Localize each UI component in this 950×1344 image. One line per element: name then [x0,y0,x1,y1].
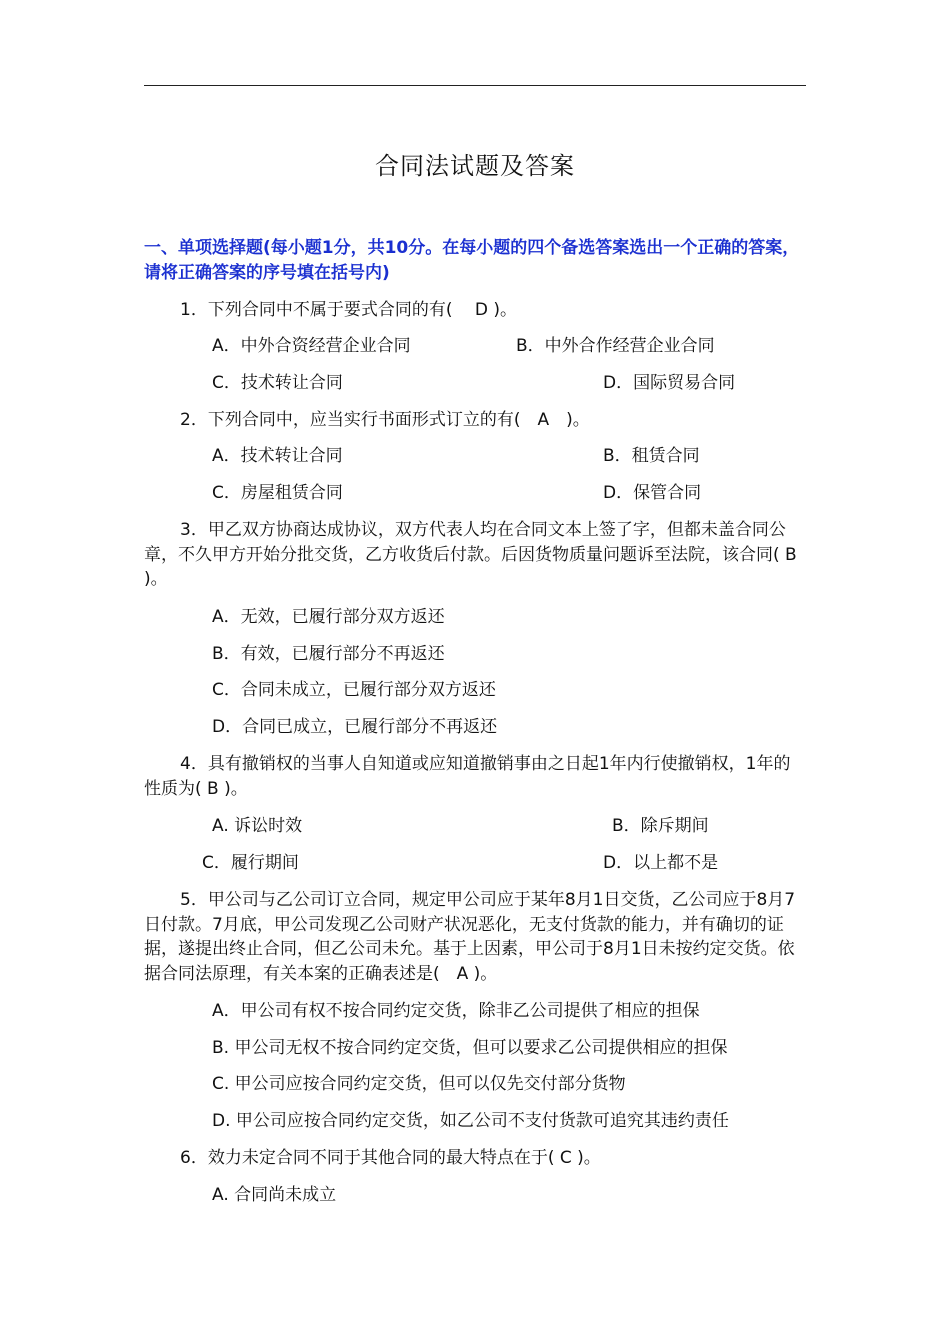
q1-option-b: B．中外合作经营企业合同 [516,336,715,356]
q1-option-c: C．技术转让合同 [212,373,343,393]
question-3: 3．甲乙双方协商达成协议，双方代表人均在合同文本上签了字，但都未盖合同公章，不久甲方开始分批交货，乙方收货后付款。后因货物质量问题诉至法院，该合同( B )。 [144,520,797,589]
q4-option-c: C．履行期间 [202,853,299,873]
header-rule [144,85,806,86]
q3-option-a: A．无效，已履行部分双方返还 [212,607,445,627]
question-5: 5．甲公司与乙公司订立合同，规定甲公司应于某年8月1日交货，乙公司应于8月7日付款。7月底，甲公司发现乙公司财产状况恶化，无支付货款的能力，并有确切的证据，遂提出终止合同，但乙公司未允。基于上因素，甲公司于8月1日未按约定交货。依据合同法原理，有关本案的正确表述是( A )。 [144,890,796,984]
q2-option-a: A．技术转让合同 [212,446,343,466]
q1-option-a: A．中外合资经营企业合同 [212,336,411,356]
question-6: 6．效力未定合同不同于其他合同的最大特点在于( C )。 [180,1148,601,1168]
q4-option-d: D．以上都不是 [603,853,719,873]
question-4: 4．具有撤销权的当事人自知道或应知道撤销事由之日起1年内行使撤销权，1年的性质为( B )。 [144,754,791,799]
q2-option-c: C．房屋租赁合同 [212,483,343,503]
q5-option-d: D. 甲公司应按合同约定交货，如乙公司不支付货款可追究其违约责任 [212,1111,729,1131]
question-1: 1．下列合同中不属于要式合同的有( D )。 [180,300,517,320]
q5-option-c: C. 甲公司应按合同约定交货，但可以仅先交付部分货物 [212,1074,626,1094]
q4-option-b: B．除斥期间 [612,816,709,836]
q1-option-d: D．国际贸易合同 [603,373,736,393]
q5-option-b: B. 甲公司无权不按合同约定交货，但可以要求乙公司提供相应的担保 [212,1038,728,1058]
q5-option-a: A．甲公司有权不按合同约定交货，除非乙公司提供了相应的担保 [212,1001,700,1021]
q4-option-a: A. 诉讼时效 [212,816,303,836]
section-heading: 一、单项选择题(每小题1分，共10分。在每小题的四个备选答案选出一个正确的答案，请将正确答案的序号填在括号内) [144,238,800,283]
q2-option-d: D．保管合同 [603,483,702,503]
q3-option-c: C．合同未成立，已履行部分双方返还 [212,680,496,700]
document-title: 合同法试题及答案 [375,152,575,180]
q3-option-b: B．有效，已履行部分不再返还 [212,644,445,664]
q3-option-d: D．合同已成立，已履行部分不再返还 [212,717,498,737]
question-2: 2．下列合同中，应当实行书面形式订立的有( A )。 [180,410,590,430]
q2-option-b: B．租赁合同 [603,446,700,466]
q6-option-a: A. 合同尚未成立 [212,1185,337,1205]
